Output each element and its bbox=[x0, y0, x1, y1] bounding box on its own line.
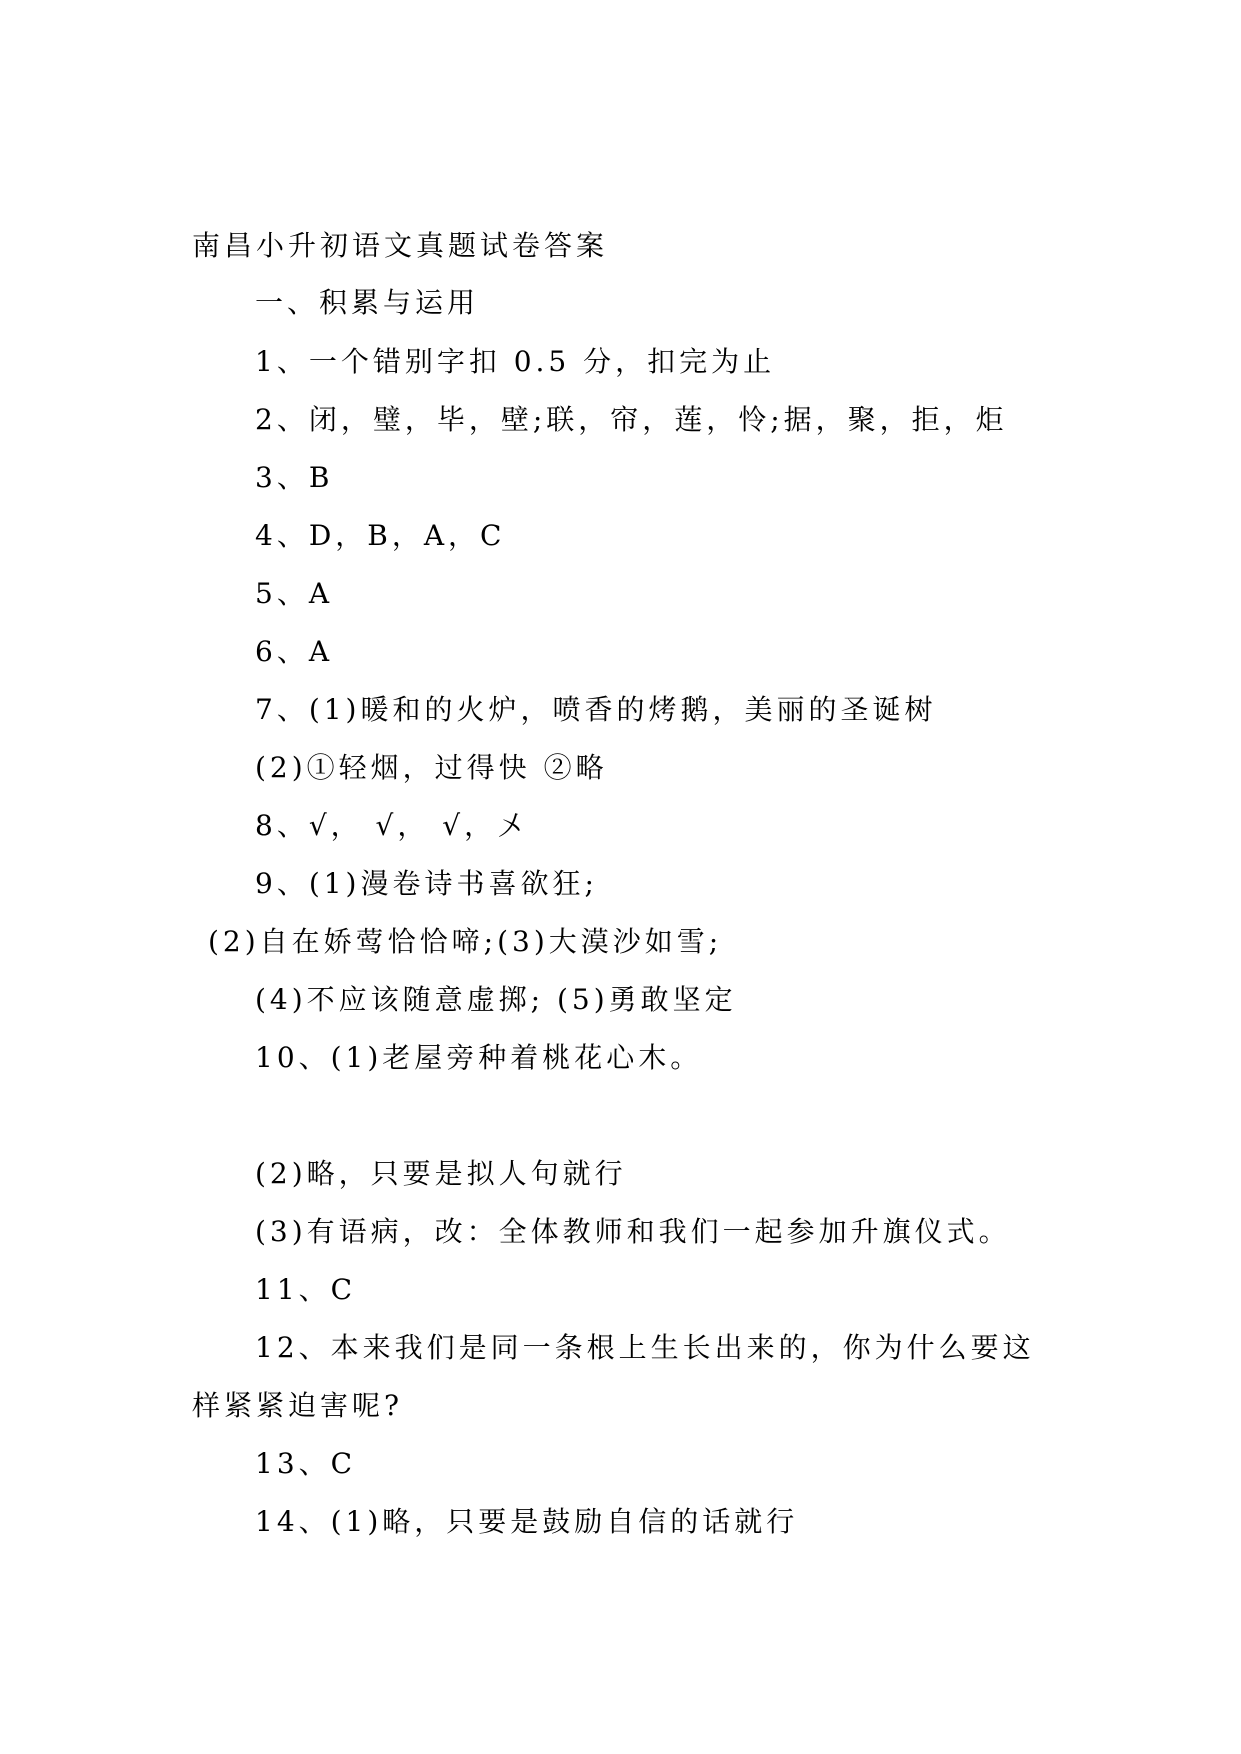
answer-line: 7、(1)暖和的火炉，喷香的烤鹅，美丽的圣诞树 bbox=[255, 693, 937, 726]
answer-line: 1、一个错别字扣 0.5 分，扣完为止 bbox=[255, 345, 776, 378]
answer-line: 12、本来我们是同一条根上生长出来的，你为什么要这 bbox=[255, 1331, 1035, 1364]
answer-line: (2)略，只要是拟人句就行 bbox=[255, 1157, 627, 1190]
section-heading: 一、积累与运用 bbox=[255, 286, 480, 319]
answer-line: 8、√， √， √，〤 bbox=[255, 809, 529, 842]
answer-line: 10、(1)老屋旁种着桃花心木。 bbox=[255, 1041, 703, 1074]
answer-line: 11、C bbox=[255, 1273, 357, 1306]
answer-line: 3、B bbox=[255, 461, 334, 494]
answer-line-continued: 样紧紧迫害呢? bbox=[192, 1389, 404, 1422]
answer-line: 9、(1)漫卷诗书喜欲狂; bbox=[255, 867, 598, 900]
answer-line: 5、A bbox=[255, 577, 334, 610]
answer-line: (4)不应该随意虚掷; (5)勇敢坚定 bbox=[255, 983, 737, 1016]
document-title: 南昌小升初语文真题试卷答案 bbox=[192, 229, 609, 262]
answer-line: (2)①轻烟，过得快 ②略 bbox=[255, 751, 608, 784]
answer-line: (3)有语病，改：全体教师和我们一起参加升旗仪式。 bbox=[255, 1215, 1011, 1248]
answer-line: 4、D，B，A，C bbox=[255, 519, 506, 552]
answer-line: 13、C bbox=[255, 1447, 357, 1480]
answer-line: 2、闭，璧，毕，壁;联，帘，莲，怜;据，聚，拒，炬 bbox=[255, 403, 1008, 436]
answer-line: 14、(1)略，只要是鼓励自信的话就行 bbox=[255, 1505, 799, 1538]
answer-line: 6、A bbox=[255, 635, 334, 668]
answer-line: (2)自在娇莺恰恰啼;(3)大漠沙如雪; bbox=[208, 925, 723, 958]
